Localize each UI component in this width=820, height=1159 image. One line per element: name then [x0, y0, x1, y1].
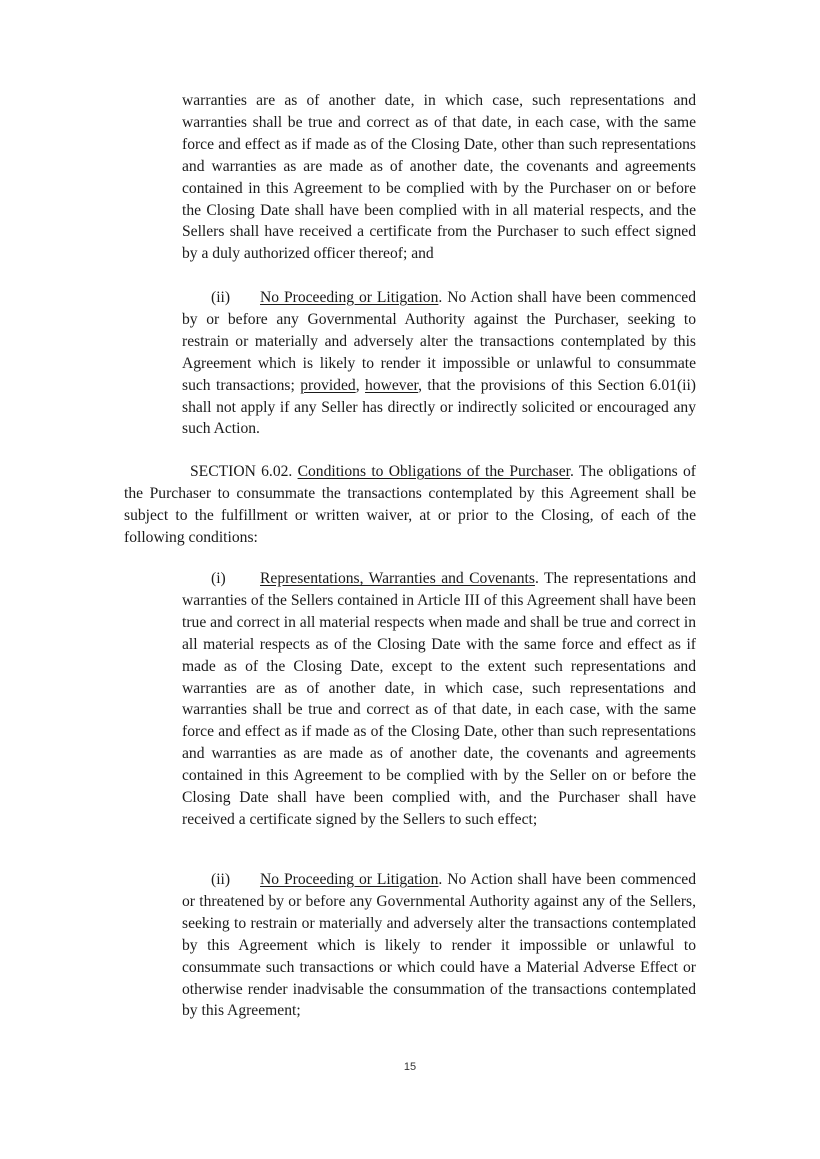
clause-6-02-i [182, 568, 696, 831]
clause-heading: No Proceeding or Litigation [260, 871, 439, 888]
clause-text: . No Action shall have been commenced or threatened by or before any Governmental Authority against any of the Sellers, seeking to restrain or materially and adversely alter the transactions contemplated by this Agreement which is likely to render it impossible or unlawful to consummate such transactions or which could have a Material Adverse Effect or otherwise render inadvisable the consummation of the transactions contemplated by this Agreement; [182, 871, 696, 1020]
clause-text: . No Action shall have been commenced by or before any Governmental Authority against the Purchaser, seeking to restrain or materially and adversely alter the transactions contemplated by this Agreement which is likely to render it impossible or unlawful to consummate such transactions; [182, 289, 696, 394]
term-however: however [365, 376, 419, 394]
section-6-02 [124, 461, 696, 549]
page-number: 15 [403, 1061, 417, 1073]
section-text: . The obligations of the Purchaser to consummate the transactions contemplated by this Agreement shall be subject to the fulfillment or written waiver, at or prior to the Closing, of each of the following conditions: [124, 463, 696, 546]
paragraph-continuation [182, 90, 696, 265]
section-heading: Conditions to Obligations of the Purchaser [297, 463, 570, 480]
clause-label: (i) [211, 570, 226, 587]
term-provided: provided [300, 376, 356, 394]
clause-text-end: , that the provisions of this Section 6.01(ii) shall not apply if any Seller has directly or indirectly solicited or encouraged any such Action. [182, 376, 697, 438]
clause-6-01-ii [182, 287, 696, 440]
clause-heading: Representations, Warranties and Covenants [260, 570, 535, 587]
clause-6-02-ii [182, 869, 696, 1022]
clause-label: (ii) [211, 289, 231, 306]
clause-label: (ii) [211, 871, 231, 888]
clause-comma: , [355, 376, 366, 394]
clause-text: . The representations and warranties of the Sellers contained in Article III of this Agreement shall have been true and correct in all material respects when made and shall be true and correct in all material respects as of the Closing Date with the same force and effect as if made as of the Closing Date, except to the extent such representations and warranties are as of another date, in which case, such representations and warranties shall be true and correct as of that date, in each case, with the same force and effect as if made as of the Closing Date, other than such representations and warranties as are made as of another date, the covenants and agreements contained in this Agreement to be complied with by the Seller on or before the Closing Date shall have been complied with, and the Purchaser shall have received a certificate signed by the Sellers to such effect; [182, 570, 696, 828]
paragraph-text: warranties are as of another date, in which case, such representations and warranties shall be true and correct as of that date, in each case, with the same force and effect as if made as of the Closing Date, other than such representations and warranties as are made as of another date, the covenants and agreements contained in this Agreement to be complied with by the Purchaser on or before the Closing Date shall have been complied with in all material respects, and the Sellers shall have received a certificate from the Purchaser to such effect signed by a duly authorized officer thereof; and [182, 92, 696, 263]
section-number: SECTION 6.02. [190, 463, 298, 480]
clause-heading: No Proceeding or Litigation [260, 289, 439, 306]
